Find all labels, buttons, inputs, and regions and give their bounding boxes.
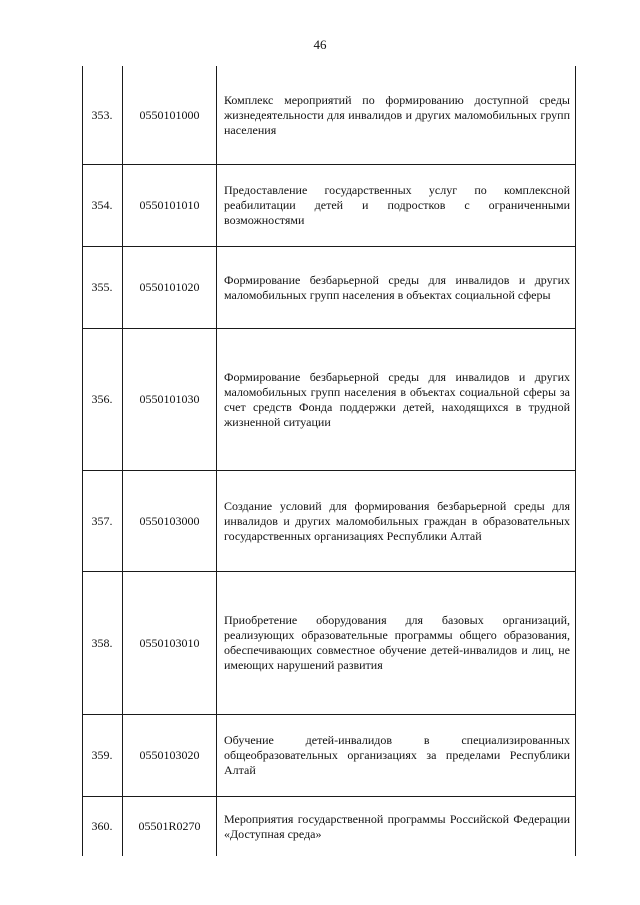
page-number: 46 <box>313 37 327 52</box>
row-number: 355. <box>91 280 113 294</box>
row-description-text: Формирование безбарьерной среды для инвалидов и других маломобильных групп населения в объектах социальной сферы <box>224 272 570 302</box>
row-description <box>224 471 570 571</box>
table-row <box>82 329 576 470</box>
data-table <box>82 66 576 856</box>
row-number: 359. <box>91 748 113 762</box>
row-description-text: Мероприятия государственной программы Российской Федерации «Доступная среда» <box>224 811 570 841</box>
row-code: 0550103020 <box>139 748 200 762</box>
row-code: 0550101000 <box>139 107 200 122</box>
table-row <box>82 715 576 796</box>
row-code: 05501R0270 <box>138 819 201 833</box>
table-row <box>82 165 576 246</box>
table-row <box>82 572 576 714</box>
row-code: 0550101030 <box>139 392 200 406</box>
row-code: 0550101020 <box>139 280 200 294</box>
table-row <box>82 471 576 571</box>
table-row <box>82 66 576 164</box>
row-description-text: Обучение детей-инвалидов в специализированных общеобразовательных организациях за пределами Республики Алтай <box>224 733 570 777</box>
row-description <box>224 715 570 796</box>
row-description-text: Приобретение оборудования для базовых организаций, реализующих образовательные программы общего образования, обеспечивающих совместное обучение детей-инвалидов и лиц, не имеющих нарушений развития <box>224 613 570 672</box>
row-code: 0550103010 <box>139 635 200 650</box>
row-description <box>224 329 570 470</box>
row-number: 360. <box>91 819 113 833</box>
row-description-text: Формирование безбарьерной среды для инвалидов и других маломобильных групп населения в объектах социальной сферы за счет средств Фонда поддержки детей, находящихся в трудной жизненной ситуации <box>224 369 570 429</box>
table-row <box>82 247 576 328</box>
row-number: 356. <box>91 392 113 406</box>
row-code: 0550103000 <box>139 513 200 528</box>
row-code: 0550101010 <box>139 198 200 212</box>
row-number: 357. <box>91 513 113 528</box>
row-number: 353. <box>91 107 113 122</box>
row-description-text: Комплекс мероприятий по формированию доступной среды жизнедеятельности для инвалидов и других маломобильных групп населения <box>224 92 570 137</box>
row-number: 358. <box>91 635 113 650</box>
row-description <box>224 165 570 246</box>
row-description <box>224 66 570 164</box>
row-description <box>224 797 570 856</box>
row-description <box>224 247 570 328</box>
row-description <box>224 572 570 714</box>
row-number: 354. <box>91 198 113 212</box>
table-row <box>82 797 576 856</box>
row-description-text: Создание условий для формирования безбарьерной среды для инвалидов и других маломобильных граждан в образовательных государственных организациях Республики Алтай <box>224 498 570 543</box>
row-description-text: Предоставление государственных услуг по комплексной реабилитации детей и подростков с ограниченными возможностями <box>224 183 570 227</box>
